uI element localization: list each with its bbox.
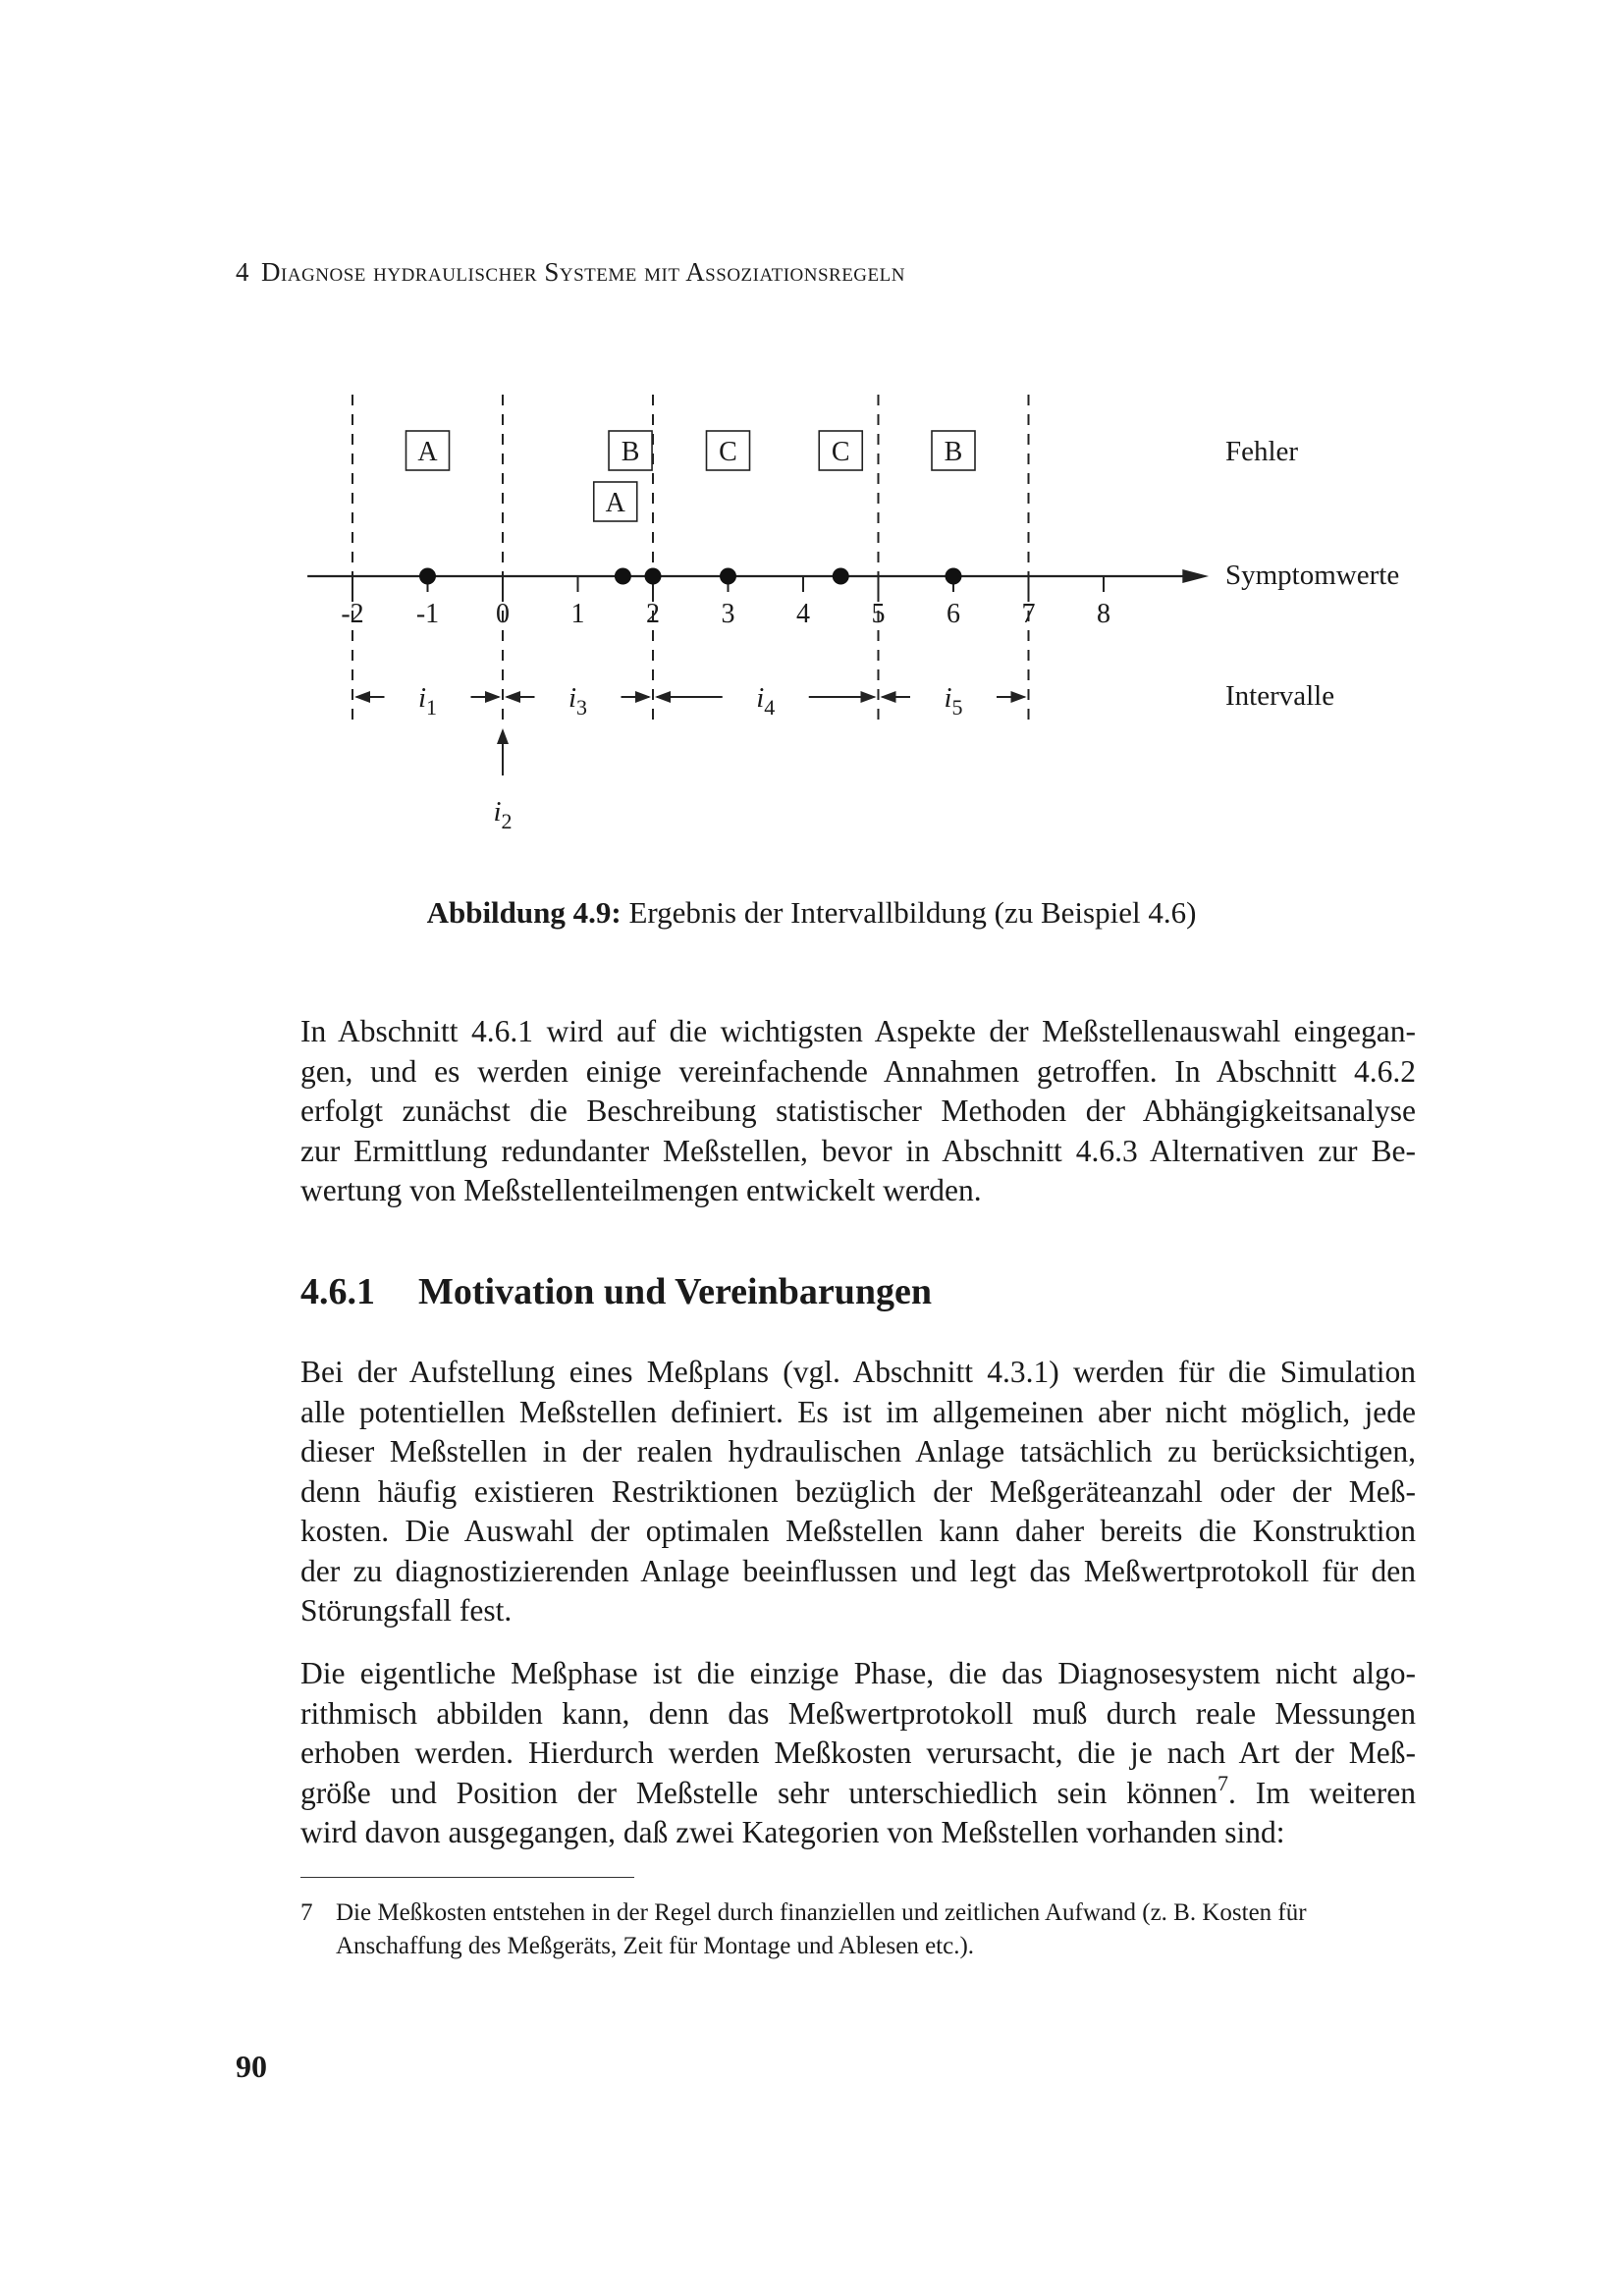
interval-label [756, 682, 775, 720]
fault-label: B [944, 437, 963, 467]
section-number: 4.6.1 [300, 1271, 375, 1312]
interval-label-base: i [944, 682, 952, 714]
intro-paragraph-line: zur Ermittlung redundanter Meßstellen, bevor in Abschnitt 4.6.3 Alternativen zur Be- [300, 1133, 1416, 1168]
row-label-faults: Fehler [1225, 436, 1299, 467]
interval-arrowhead [881, 691, 896, 703]
axis-arrowhead [1182, 569, 1209, 583]
section-heading [300, 1270, 932, 1313]
footnote-reference[interactable]: 7 [1217, 1770, 1228, 1795]
row-label-intervals: Intervalle [1225, 680, 1335, 712]
footnote-number: 7 [300, 1899, 313, 1926]
paragraph-2-line: wird davon ausgegangen, daß zwei Kategorien von Meßstellen vorhanden sind: [300, 1815, 1285, 1849]
paragraph-2-line: erhoben werden. Hierdurch werden Meßkosten verursacht, die je nach Art der Meß- [300, 1735, 1416, 1770]
interval-arrowhead [635, 691, 651, 703]
paragraph-1-line: der zu diagnostizierenden Anlage beeinflussen und legt das Meßwertprotokoll für den [300, 1553, 1416, 1588]
paragraph-1-line: dieser Meßstellen in der realen hydraulischen Anlage tatsächlich zu berücksichtigen, [300, 1434, 1416, 1468]
axis-tick-label: 7 [1021, 599, 1036, 629]
paragraph-1 [300, 1353, 1416, 1631]
interval-arrowhead [354, 691, 370, 703]
interval-label-base: i [756, 682, 765, 714]
symptom-point [720, 568, 736, 585]
symptom-point [645, 568, 662, 585]
fault-label: C [831, 437, 850, 467]
interval-label [568, 682, 587, 720]
axis-tick-label: 6 [947, 599, 960, 629]
intro-paragraph-line: erfolgt zunächst die Beschreibung statistischer Methoden der Abhängigkeitsanalyse [300, 1094, 1416, 1128]
interval-arrowhead [861, 691, 877, 703]
interval-label-sub: 3 [576, 695, 588, 720]
intro-paragraph-line: gen, und es werden einige vereinfachende Annahmen getroffen. In Abschnitt 4.6.2 [300, 1053, 1416, 1089]
paragraph-1-line: Bei der Aufstellung eines Meßplans (vgl. Abschnitt 4.3.1) werden für die Simulation [300, 1355, 1416, 1389]
symptom-point [833, 568, 849, 585]
paragraph-1-line: denn häufig existieren Restriktionen bezüglich der Meßgeräteanzahl oder der Meß- [300, 1473, 1416, 1509]
figure-caption [0, 895, 1623, 931]
interval-arrowhead [655, 691, 671, 703]
symptom-point [946, 568, 962, 585]
footnote-text: Die Meßkosten entstehen in der Regel durch finanziellen und zeitlichen Aufwand (z. B. Kosten für Anschaffung des Meßgeräts, Zeit für Montage und Ablesen etc.). [336, 1899, 1307, 1959]
interval-arrowhead [505, 691, 520, 703]
figure-caption-label: Abbildung 4.9: [426, 895, 622, 930]
row-label-symptoms: Symptomwerte [1225, 560, 1400, 591]
paragraph-1-line: Störungsfall fest. [300, 1593, 513, 1628]
axis-tick-label: 5 [871, 599, 886, 629]
paragraph-1-line: alle potentiellen Meßstellen definiert. Es ist im allgemeinen aber nicht möglich, jede [300, 1394, 1416, 1429]
chapter-title: Diagnose hydraulischer Systeme mit Assoziationsregeln [261, 257, 905, 287]
axis-tick-label: 8 [1097, 599, 1110, 629]
point-interval-arrowhead [497, 728, 509, 744]
axis-tick-label: 3 [721, 599, 735, 629]
interval-label-sub: 4 [764, 695, 776, 720]
point-interval-label-base: i [493, 796, 502, 828]
interval-label-base: i [568, 682, 577, 714]
fault-label: A [417, 437, 438, 467]
paragraph-1-line: kosten. Die Auswahl der optimalen Meßstellen kann daher bereits die Konstruktion [300, 1514, 1416, 1548]
paragraph-2-line-text: . Im weiteren [1227, 1775, 1416, 1810]
point-interval-label [493, 796, 512, 833]
paragraph-2-line: Die eigentliche Meßphase ist die einzige Phase, die das Diagnosesystem nicht algo- [300, 1656, 1416, 1690]
axis-tick-label: -2 [341, 599, 364, 629]
paragraph-2-line: rithmisch abbilden kann, denn das Meßwertprotokoll muß durch reale Messungen [300, 1695, 1416, 1731]
axis-tick-label: -1 [415, 599, 440, 629]
chapter-number: 4 [236, 257, 249, 287]
paragraph-2-line-text: größe und Position der Meßstelle sehr unterschiedlich sein können [300, 1775, 1217, 1810]
fault-label: B [621, 437, 640, 467]
footnote [300, 1896, 1416, 1963]
fault-label: C [719, 437, 737, 467]
interval-label-sub: 5 [951, 695, 963, 720]
intro-paragraph-line: wertung von Meßstellenteilmengen entwickelt werden. [300, 1173, 982, 1207]
axis-tick-label: 4 [796, 599, 810, 629]
interval-figure [0, 373, 1623, 844]
intro-paragraph-line: In Abschnitt 4.6.1 wird auf die wichtigsten Aspekte der Meßstellenauswahl eingegan- [300, 1014, 1416, 1048]
interval-label [944, 682, 962, 720]
axis-tick-label: 1 [570, 599, 585, 629]
running-head [236, 257, 905, 288]
paragraph-2-line [300, 1770, 1416, 1814]
symptom-point [419, 568, 436, 585]
page-number: 90 [236, 2049, 267, 2084]
fault-label: A [605, 488, 625, 518]
axis-tick-label: 2 [646, 599, 660, 629]
interval-label [418, 682, 437, 720]
paragraph-2 [300, 1654, 1416, 1853]
footnote-rule [300, 1877, 634, 1878]
interval-label-base: i [417, 682, 427, 714]
symptom-point [615, 568, 631, 585]
intro-paragraph [300, 1012, 1416, 1211]
interval-arrowhead [485, 691, 501, 703]
section-title: Motivation und Vereinbarungen [418, 1271, 932, 1312]
interval-arrowhead [1011, 691, 1027, 703]
axis-tick-label: 0 [496, 599, 510, 629]
interval-label-sub: 1 [426, 695, 438, 720]
figure-caption-text: Ergebnis der Intervallbildung (zu Beispiel 4.6) [628, 895, 1197, 930]
point-interval-label-sub: 2 [501, 809, 513, 833]
